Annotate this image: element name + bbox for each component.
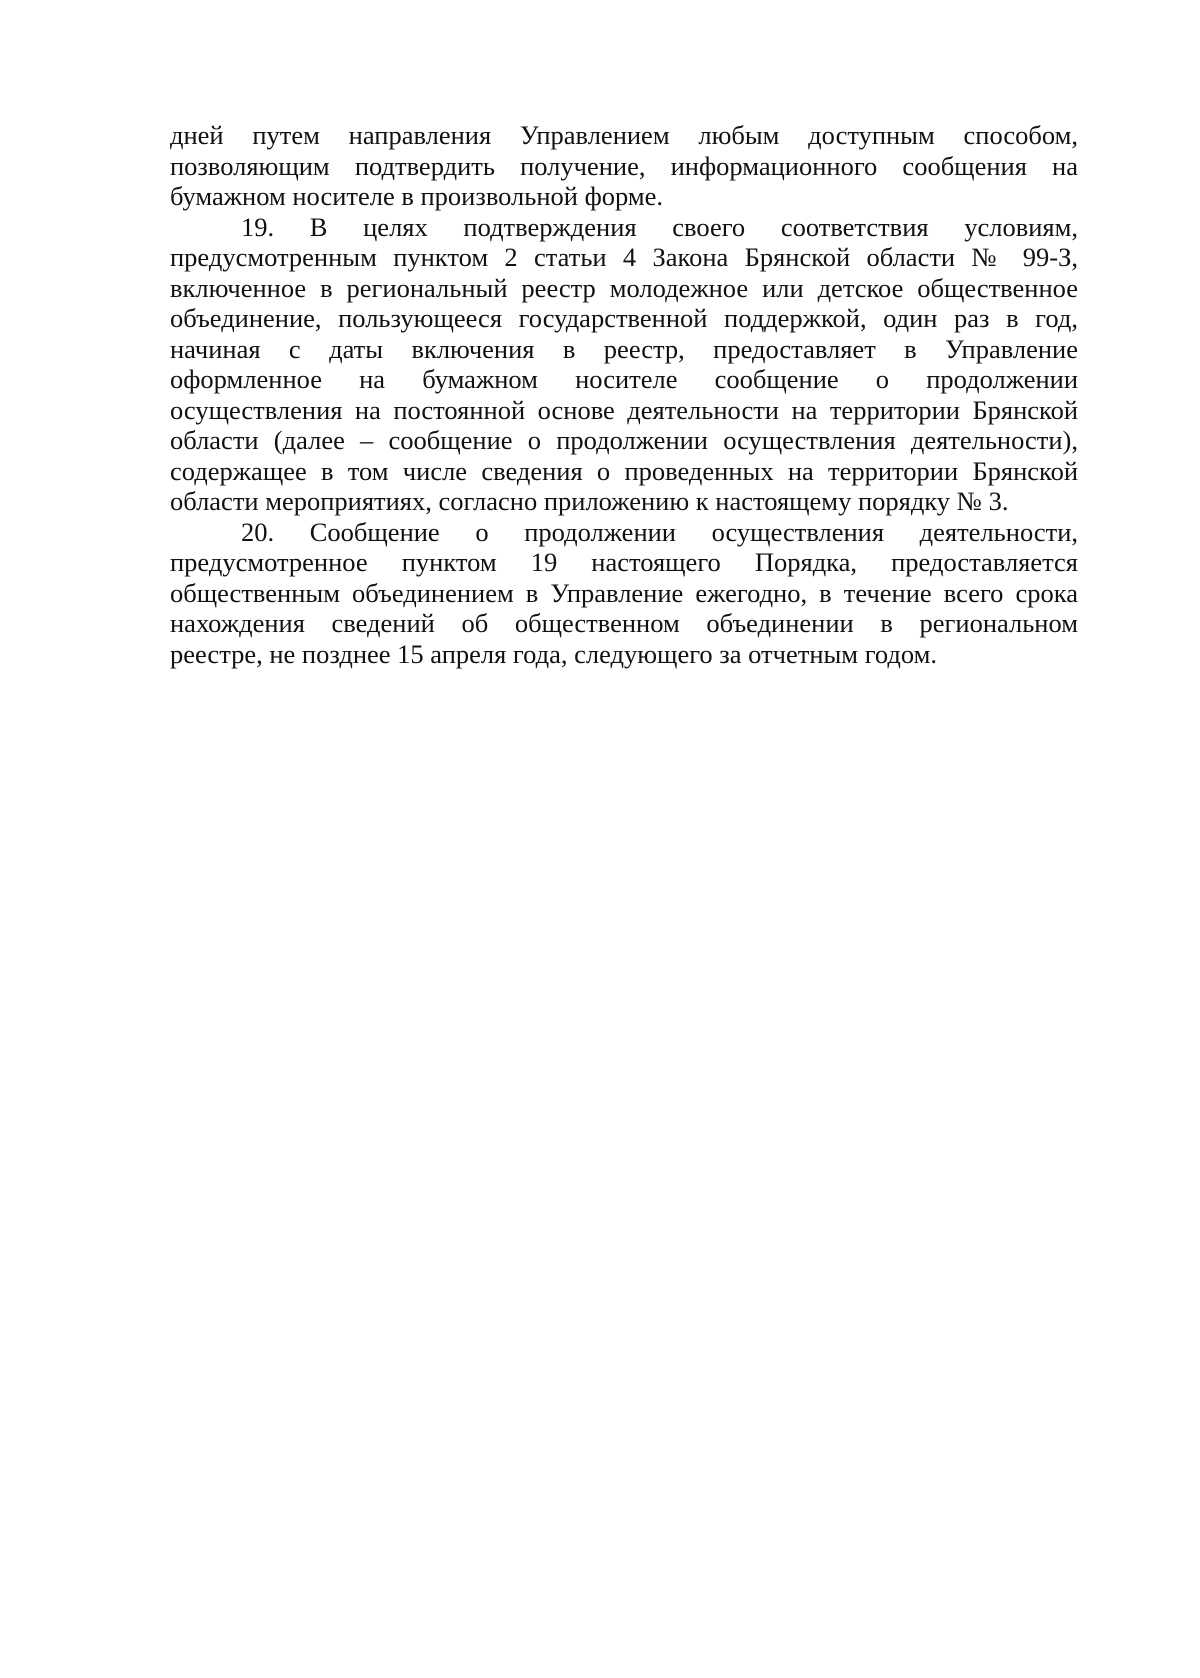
text-line: содержащее в том числе сведения о проведенных на территории Брянской: [170, 455, 1078, 486]
document-body: [170, 120, 1078, 669]
text-line: позволяющим подтвердить получение, информационного сообщения на: [170, 150, 1078, 181]
paragraph-continuation: [170, 120, 1078, 212]
paragraph-item-20: [170, 517, 1078, 670]
text-line: предусмотренное пунктом 19 настоящего Порядка, предоставляется: [170, 547, 1078, 577]
text-line: бумажном носителе в произвольной форме.: [170, 181, 664, 211]
text-line: 20. Сообщение о продолжении осуществления деятельности,: [241, 516, 1078, 547]
text-line: объединение, пользующееся государственной поддержкой, один раз в год,: [170, 303, 1078, 333]
text-line: предусмотренным пунктом 2 статьи 4 Закона Брянской области № 99-З,: [170, 242, 1078, 272]
text-line: дней путем направления Управлением любым доступным способом,: [170, 120, 1078, 150]
text-line: реестре, не позднее 15 апреля года, следующего за отчетным годом.: [170, 638, 938, 669]
text-line: области мероприятиях, согласно приложению к настоящему порядку № 3.: [170, 486, 1009, 516]
text-line: нахождения сведений об общественном объединении в региональном: [170, 608, 1078, 638]
paragraph-item-19: [170, 212, 1078, 517]
text-line: начиная с даты включения в реестр, предоставляет в Управление: [170, 333, 1078, 364]
text-line: общественным объединением в Управление ежегодно, в течение всего срока: [170, 577, 1078, 608]
text-line: осуществления на постоянной основе деятельности на территории Брянской: [170, 394, 1078, 425]
text-line: области (далее – сообщение о продолжении осуществления деятельности),: [170, 425, 1078, 455]
text-line: 19. В целях подтверждения своего соответствия условиям,: [241, 211, 1078, 242]
text-line: включенное в региональный реестр молодежное или детское общественное: [170, 272, 1078, 303]
text-line: оформленное на бумажном носителе сообщение о продолжении: [170, 364, 1078, 394]
